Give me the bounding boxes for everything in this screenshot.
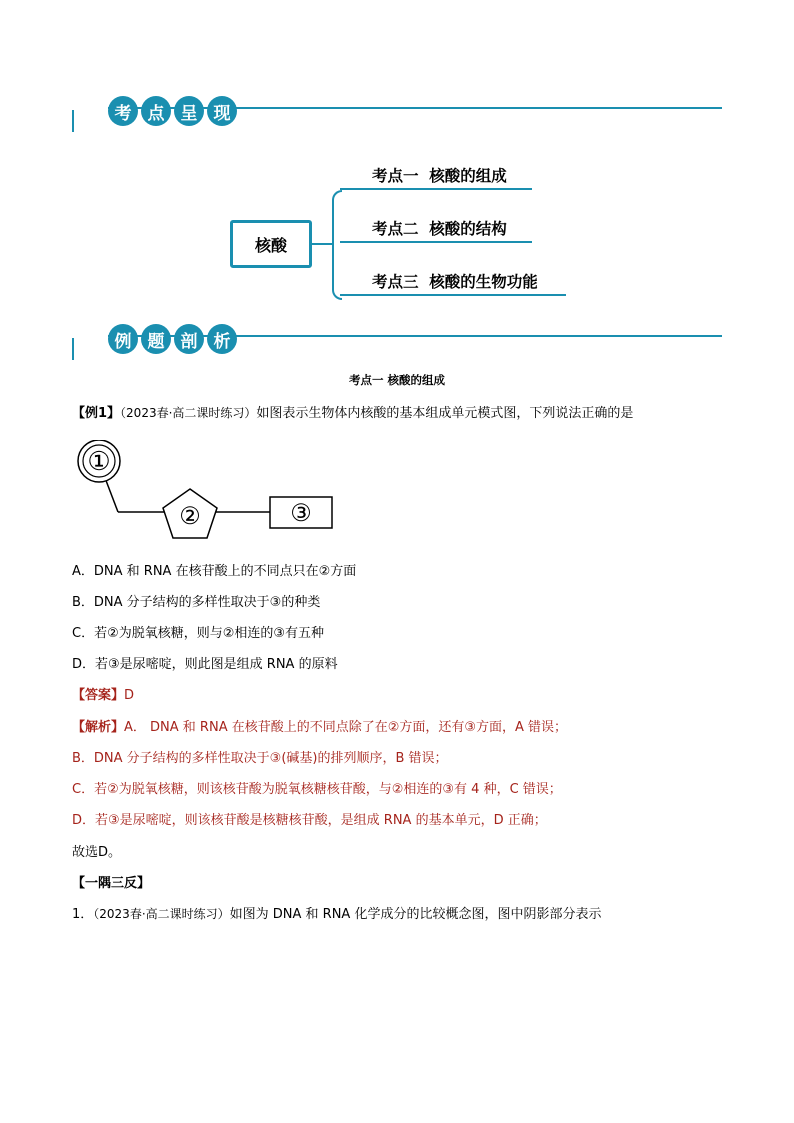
question-source: （2023春·高二课时练习） <box>93 907 230 921</box>
kaodian-title: 考点一 核酸的组成 <box>348 373 445 387</box>
mindmap-connector <box>312 243 332 245</box>
section-header-kaodian <box>72 96 722 136</box>
answer-label: 【答案】 <box>72 688 125 703</box>
mindmap-branch <box>340 270 566 296</box>
question-text: 如图为 DNA 和 RNA 化学成分的比较概念图，图中阴影部分表示 <box>229 907 602 922</box>
conclusion-line: 故选D。 <box>72 845 122 860</box>
mindmap-branch-label: 考点一 核酸的组成 <box>372 167 507 185</box>
mindmap-branch <box>340 164 532 190</box>
header-char: 析 <box>207 324 237 354</box>
header-char: 剖 <box>174 324 204 354</box>
practice-question-1 <box>72 903 601 922</box>
header-char: 考 <box>108 96 138 126</box>
mindmap-root: 核酸 <box>230 220 312 268</box>
analysis-line <box>72 716 567 735</box>
analysis-label: 【解析】 <box>72 720 125 735</box>
analysis-line: D．若③是尿嘧啶，则该核苷酸是核糖核苷酸，是组成 RNA 的基本单元，D 正确； <box>72 813 547 828</box>
label-base: ③ <box>290 499 312 527</box>
example-text: 如图表示生物体内核酸的基本组成单元模式图，下列说法正确的是 <box>256 406 634 421</box>
header-char: 现 <box>207 96 237 126</box>
mindmap-branch-label: 考点二 核酸的结构 <box>372 220 507 238</box>
header-char: 例 <box>108 324 138 354</box>
example-source: （2023春·高二课时练习） <box>120 406 257 420</box>
analysis-line: C．若②为脱氧核糖，则该核苷酸为脱氧核糖核苷酸，与②相连的③有 4 种，C 错误； <box>72 782 562 797</box>
answer-line <box>72 684 134 703</box>
label-phosphate: ① <box>87 447 111 477</box>
header-char: 点 <box>141 96 171 126</box>
section-header-liti <box>72 324 722 364</box>
analysis-line: B．DNA 分子结构的多样性取决于③(碱基)的排列顺序，B 错误； <box>72 751 448 766</box>
option-c: C．若②为脱氧核糖，则与②相连的③有五种 <box>72 626 325 641</box>
mindmap-branch <box>340 217 532 243</box>
question-number: 1． <box>72 907 94 922</box>
practice-label: 【一隅三反】 <box>72 876 151 891</box>
example-question <box>72 402 633 421</box>
header-corner <box>72 338 74 360</box>
example-label: 【例1】 <box>72 406 121 421</box>
option-a: A．DNA 和 RNA 在核苷酸上的不同点只在②方面 <box>72 564 357 579</box>
option-b: B．DNA 分子结构的多样性取决于③的种类 <box>72 595 321 610</box>
answer-value: D <box>124 688 135 703</box>
label-pentose: ② <box>179 502 201 530</box>
topic-mindmap <box>200 150 620 320</box>
header-char: 呈 <box>174 96 204 126</box>
mindmap-branch-label: 考点三 核酸的生物功能 <box>372 273 538 291</box>
header-corner <box>72 110 74 132</box>
analysis-text: A． DNA 和 RNA 在核苷酸上的不同点除了在②方面，还有③方面，A 错误； <box>124 720 568 735</box>
header-char: 题 <box>141 324 171 354</box>
nucleotide-diagram <box>72 440 342 540</box>
option-d: D．若③是尿嘧啶，则此图是组成 RNA 的原料 <box>72 657 338 672</box>
